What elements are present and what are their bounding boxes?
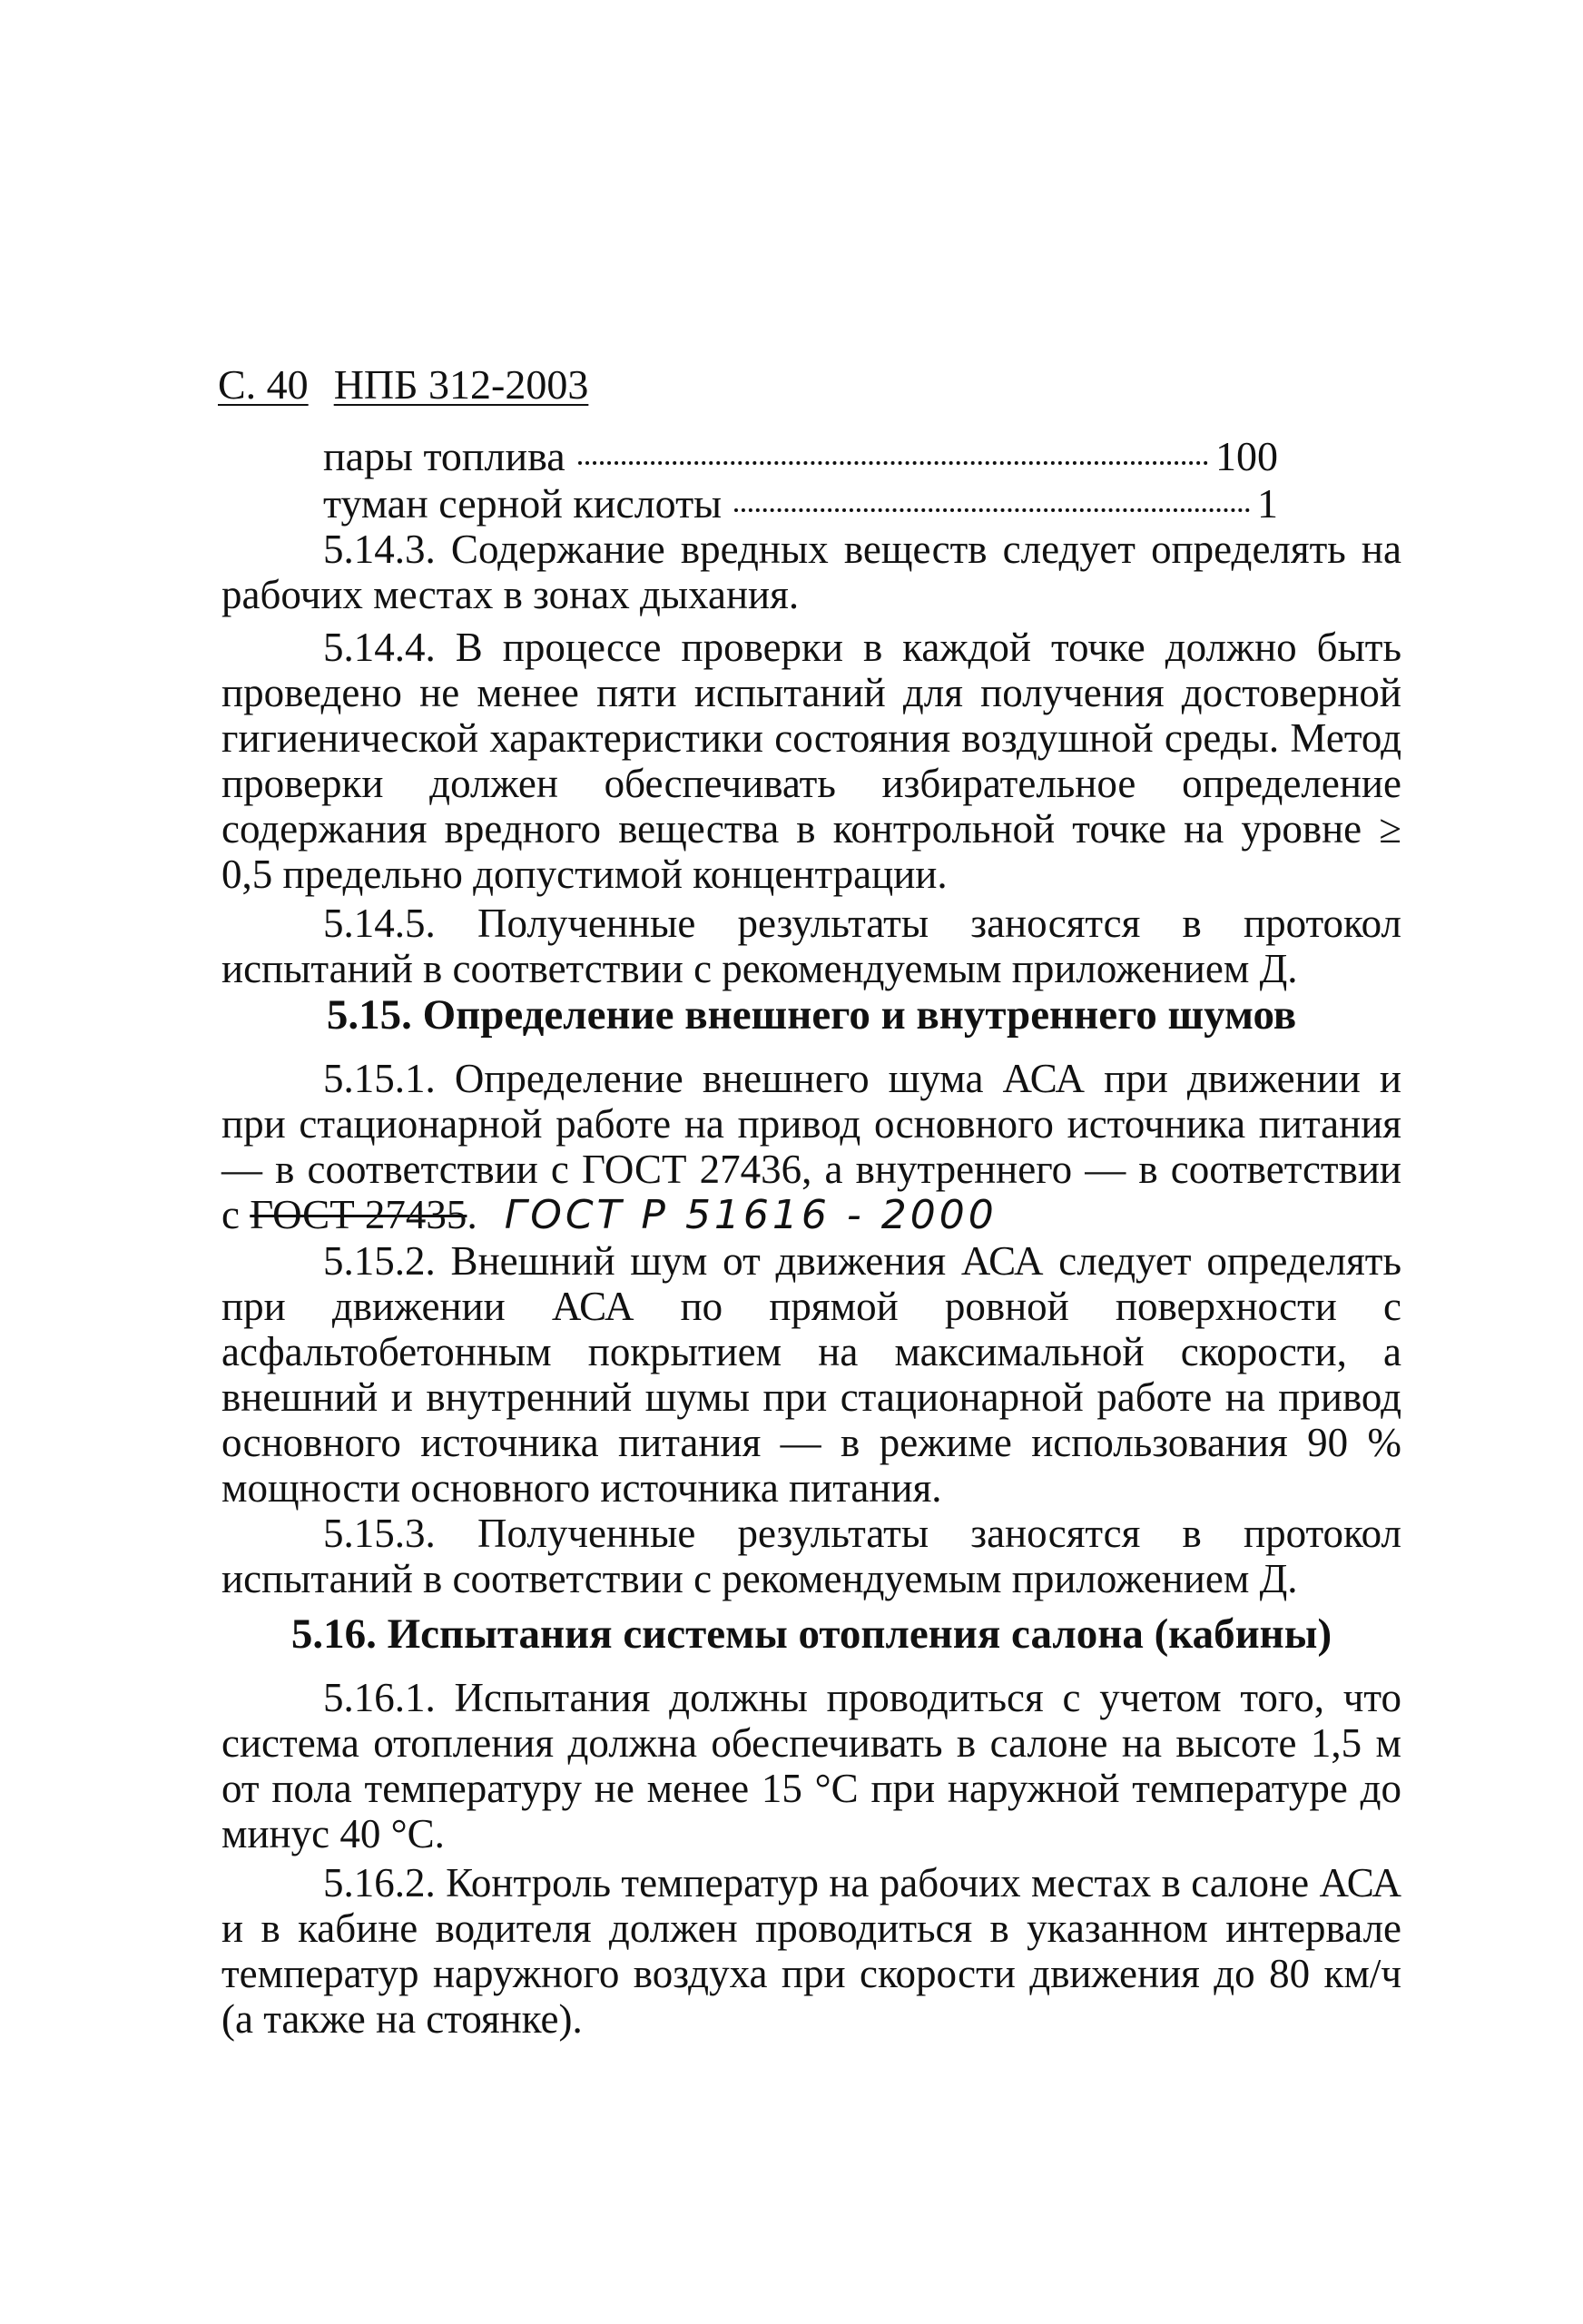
paragraph-5-16-1: 5.16.1. Испытания должны проводиться с учетом того, что система отопления должна обеспечивать в салоне на высоте 1,5 м от пола температуру не менее 15 °С при наружной температуре до минус 40 °С. [221,1675,1401,1856]
paragraph-5-16-2: 5.16.2. Контроль температур на рабочих местах в салоне АСА и в кабине водителя должен проводиться в указанном интервале температур наружного воздуха при скорости движения до 80 км/ч (а также на стоянке). [221,1860,1401,2042]
page-header [218,361,588,409]
paragraph-5-14-4: 5.14.4. В процессе проверки в каждой точке должно быть проведено не менее пяти испытаний для получения достоверной гигиенической характеристики состояния воздушной среды. Метод проверки должен обеспечивать избирательное определение содержания вредного вещества в контрольной точке на уровне ≥ 0,5 предельно допустимой концентрации. [221,625,1401,897]
paragraph-5-15-2: 5.15.2. Внешний шум от движения АСА следует определять при движении АСА по прямой ровной поверхности с асфальтобетонным покрытием на максимальной скорости, а внешний и внутренний шумы при стационарной работе на привод основного источника питания — в режиме использования 90 % мощности основного источника питания. [221,1238,1401,1511]
section-heading-5-16: 5.16. Испытания системы отопления салона (кабины) [290,1610,1332,1658]
section-5-14-body [221,527,1401,991]
handwritten-correction: ГОСТ Р 51616 - 2000 [504,1192,998,1238]
paragraph-5-15-3: 5.15.3. Полученные результаты заносятся в протокол испытаний в соответствии с рекомендуемым приложением Д. [221,1511,1401,1601]
list-item [323,434,1278,479]
section-5-16-body [221,1675,1401,2042]
list-item-value: 1 [1257,480,1278,527]
section-heading-5-15: 5.15. Определение внешнего и внутреннего шумов [326,991,1297,1039]
list-item-label: туман серной кислоты [323,480,723,527]
paragraph-5-15-1-text: 5.15.1. Определение внешнего шума АСА при движении и при стационарной работе на привод основного источника питания — в соответствии с ГОСТ 27436, а внутреннего — в соответствии с [221,1056,1401,1237]
dot-leader [734,508,1250,512]
paragraph-5-15-1: 5.15.1. Определение внешнего шума АСА при движении и при стационарной работе на привод основного источника питания — в соответствии с ГОСТ 27436, а внутреннего — в соответствии с ГОСТ 27435. ГОСТ Р 51616 - 2000 [221,1056,1401,1238]
list-item [323,481,1278,527]
paragraph-5-14-3: 5.14.3. Содержание вредных веществ следует определять на рабочих местах в зонах дыхания. [221,527,1401,617]
dot-leader [578,461,1208,465]
document-code: НПБ 312-2003 [333,361,589,408]
struck-reference: ГОСТ 27435 [250,1192,467,1237]
section-5-15-body [221,1056,1401,1601]
list-item-value: 100 [1215,433,1278,479]
page-number: С. 40 [218,361,309,408]
list-item-label: пары топлива [323,433,565,479]
paragraph-5-14-5: 5.14.5. Полученные результаты заносятся в протокол испытаний в соответствии с рекомендуемым приложением Д. [221,901,1401,991]
